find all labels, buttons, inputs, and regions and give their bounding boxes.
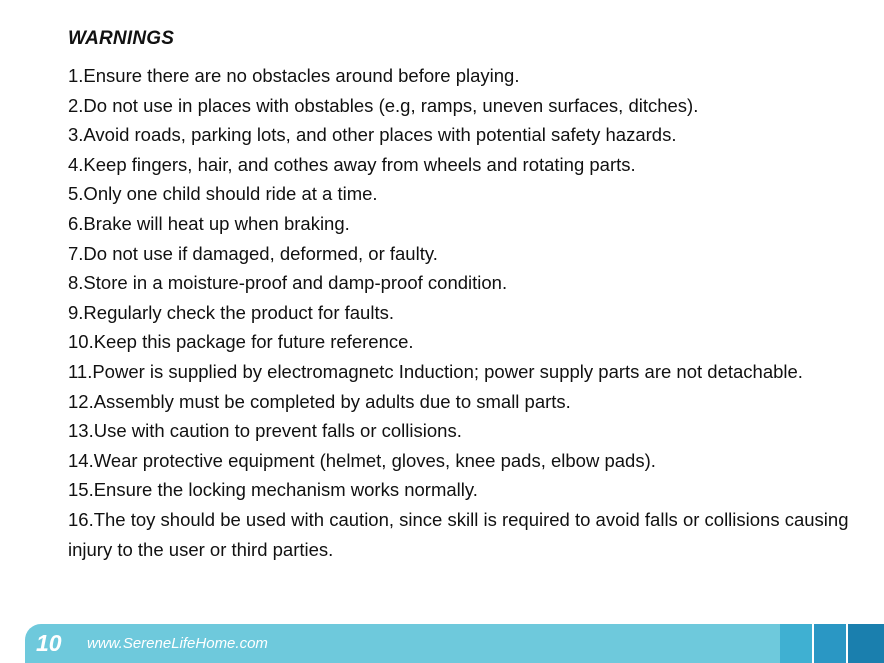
warnings-list xyxy=(68,61,858,564)
footer-accent-block-2 xyxy=(814,624,846,663)
warning-item-3: 3.Avoid roads, parking lots, and other places with potential safety hazards. xyxy=(68,124,677,146)
warning-item-16: 16.The toy should be used with caution, since skill is required to avoid falls or collisions causing injury to the user or third parties. xyxy=(68,508,849,560)
warning-item-12: 12.Assembly must be completed by adults due to small parts. xyxy=(68,390,571,412)
warning-item-9: 9.Regularly check the product for faults. xyxy=(68,301,394,323)
warnings-section xyxy=(68,25,858,564)
warning-item-1: 1.Ensure there are no obstacles around before playing. xyxy=(68,65,520,86)
warning-item-6: 6.Brake will heat up when braking. xyxy=(68,212,350,234)
warning-item-11: 11.Power is supplied by electromagnetc Induction; power supply parts are not detachable. xyxy=(68,360,803,382)
footer-accent-block-1 xyxy=(780,624,812,663)
warning-item-2: 2.Do not use in places with obstables (e.g, ramps, uneven surfaces, ditches). xyxy=(68,94,699,116)
warning-item-8: 8.Store in a moisture-proof and damp-proof condition. xyxy=(68,272,508,294)
warning-item-5: 5.Only one child should ride at a time. xyxy=(68,183,378,205)
warning-item-7: 7.Do not use if damaged, deformed, or faulty. xyxy=(68,242,438,264)
warning-item-14: 14.Wear protective equipment (helmet, gloves, knee pads, elbow pads). xyxy=(68,449,656,471)
warning-item-4: 4.Keep fingers, hair, and cothes away from wheels and rotating parts. xyxy=(68,153,636,175)
section-heading: WARNINGS xyxy=(68,28,175,49)
website-url: www.SereneLifeHome.com xyxy=(87,635,268,652)
warning-item-15: 15.Ensure the locking mechanism works normally. xyxy=(68,479,478,501)
warning-item-10: 10.Keep this package for future reference. xyxy=(68,331,414,353)
warning-item-13: 13.Use with caution to prevent falls or collisions. xyxy=(68,420,462,442)
page-footer xyxy=(0,624,884,663)
page-number: 10 xyxy=(36,630,62,656)
footer-accent-block-3 xyxy=(848,624,884,663)
